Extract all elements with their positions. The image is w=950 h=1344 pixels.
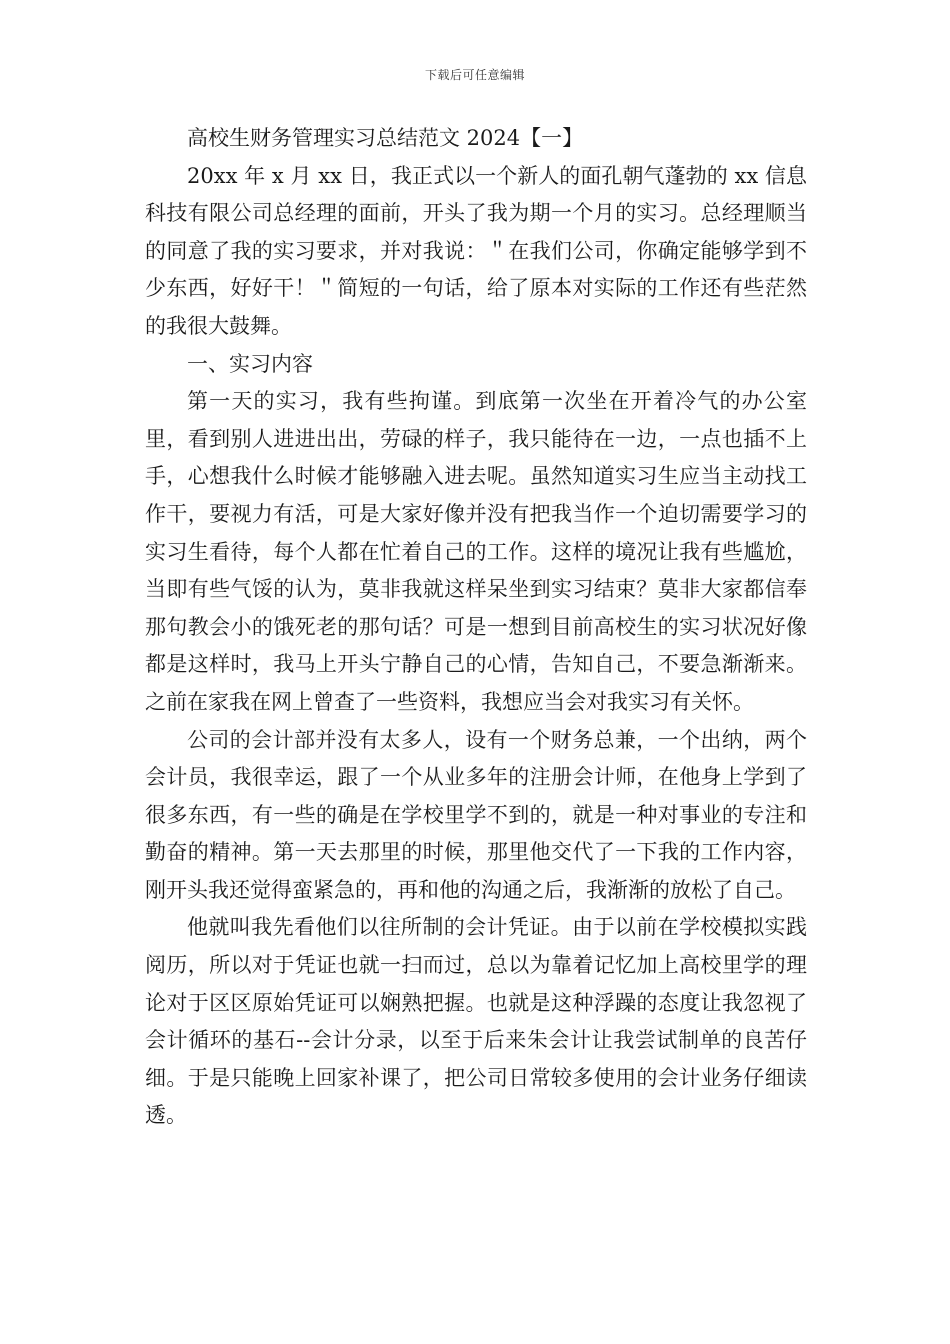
paragraph-intro: 20xx 年 x 月 xx 日，我正式以一个新人的面孔朝气蓬勃的 xx 信息科技有限公司总经理的面前，开头了我为期一个月的实习。总经理顺当的同意了我的实习要求，并对我说：＂在我们公司，你确定能够学到不少东西，好好干！＂简短的一句话，给了原本对实际的工作还有些茫然的我很大鼓舞。 — [145, 163, 807, 338]
section-heading: 一、实习内容 — [187, 351, 313, 376]
header-note: 下载后可任意编辑 — [424, 68, 525, 82]
paragraph-accounting-dept: 公司的会计部并没有太多人，设有一个财务总兼，一个出纳，两个会计员，我很幸运，跟了一个从业多年的注册会计师，在他身上学到了很多东西，有一些的确是在学校里学不到的，就是一种对事业的专注和勤奋的精神。第一天去那里的时候，那里他交代了一下我的工作内容，刚开头我还觉得蛮紧急的，再和他的沟通之后，我渐渐的放松了自己。 — [145, 727, 807, 902]
paragraph-first-day: 第一天的实习，我有些拘谨。到底第一次坐在开着冷气的办公室里，看到别人进进出出，劳碌的样子，我只能待在一边，一点也插不上手，心想我什么时候才能够融入进去呢。虽然知道实习生应当主动找工作干，要视力有活，可是大家好像并没有把我当作一个迫切需要学习的实习生看待，每个人都在忙着自己的工作。这样的境况让我有些尴尬，当即有些气馁的认为，莫非我就这样呆坐到实习结束？莫非大家都信奉那句教会小的饿死老的那句话？可是一想到目前高校生的实习状况好像都是这样时，我马上开头宁静自己的心情，告知自己，不要急渐渐来。之前在家我在网上曾查了一些资料，我想应当会对我实习有关怀。 — [145, 389, 807, 714]
document-body — [145, 120, 807, 1135]
document-title: 高校生财务管理实习总结范文 2024【一】 — [187, 126, 584, 150]
paragraph-vouchers: 他就叫我先看他们以往所制的会计凭证。由于以前在学校模拟实践阅历，所以对于凭证也就一扫而过，总以为靠着记忆加上高校里学的理论对于区区原始凭证可以娴熟把握。也就是这种浮躁的态度让我忽视了会计循环的基石--会计分录，以至于后来朱会计让我尝试制单的良苦仔细。于是只能晚上回家补课了，把公司日常较多使用的会计业务仔细读透。 — [145, 915, 807, 1128]
